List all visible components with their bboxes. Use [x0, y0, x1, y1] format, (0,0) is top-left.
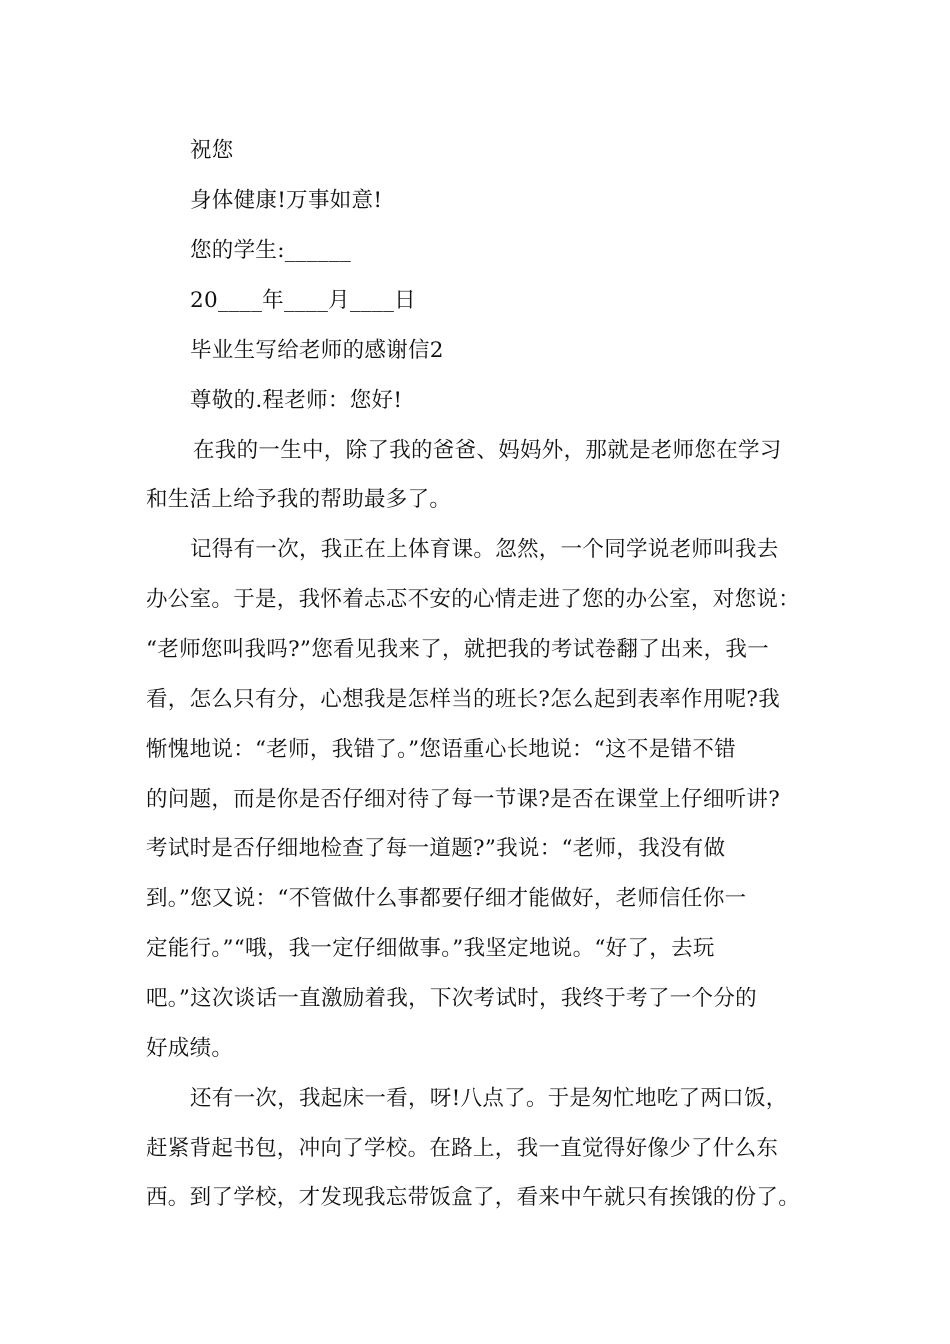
- letter-title: 毕业生写给老师的感谢信2: [190, 338, 444, 363]
- paragraph-line: 西。到了学校，才发现我忘带饭盒了，看来中午就只有挨饿的份了。: [146, 1185, 801, 1210]
- paragraph-line: “老师您叫我吗?”您看见我来了，就把我的考试卷翻了出来，我一: [146, 637, 770, 662]
- paragraph-line: 好成绩。: [146, 1036, 234, 1061]
- signature-line: 您的学生:______: [190, 238, 352, 263]
- paragraph-line: 看，怎么只有分，心想我是怎样当的班长?怎么起到表率作用呢?我: [146, 687, 781, 712]
- paragraph-line: 还有一次，我起床一看，呀!八点了。于是匆忙地吃了两口饭，: [190, 1086, 788, 1111]
- date-line: 20____年____月____日: [190, 288, 416, 313]
- paragraph-line: 考试时是否仔细地检查了每一道题?”我说：“老师，我没有做: [146, 836, 726, 861]
- paragraph-line: 和生活上给予我的帮助最多了。: [146, 487, 452, 512]
- paragraph-line: 惭愧地说：“老师，我错了。”您语重心长地说：“这不是错不错: [146, 737, 736, 762]
- paragraph-line: 办公室。于是，我怀着忐忑不安的心情走进了您的办公室，对您说：: [146, 587, 801, 612]
- paragraph-line: 记得有一次，我正在上体育课。忽然，一个同学说老师叫我去: [190, 537, 779, 562]
- closing-blessing: 身体健康!万事如意!: [190, 188, 383, 213]
- paragraph-line: 吧。”这次谈话一直激励着我，下次考试时，我终于考了一个分的: [146, 986, 757, 1011]
- paragraph-line: 定能行。”“哦，我一定仔细做事。”我坚定地说。“好了，去玩: [146, 936, 715, 961]
- paragraph-line: 的问题，而是你是否仔细对待了每一节课?是否在课堂上仔细听讲?: [146, 787, 781, 812]
- closing-wish: 祝您: [190, 138, 234, 163]
- salutation: 尊敬的.程老师：您好!: [190, 388, 403, 413]
- paragraph-line: 赶紧背起书包，冲向了学校。在路上，我一直觉得好像少了什么东: [146, 1136, 779, 1161]
- paragraph-line: 到。”您又说：“不管做什么事都要仔细才能做好，老师信任你一: [146, 886, 747, 911]
- paragraph-line: 在我的一生中，除了我的爸爸、妈妈外，那就是老师您在学习: [193, 438, 782, 463]
